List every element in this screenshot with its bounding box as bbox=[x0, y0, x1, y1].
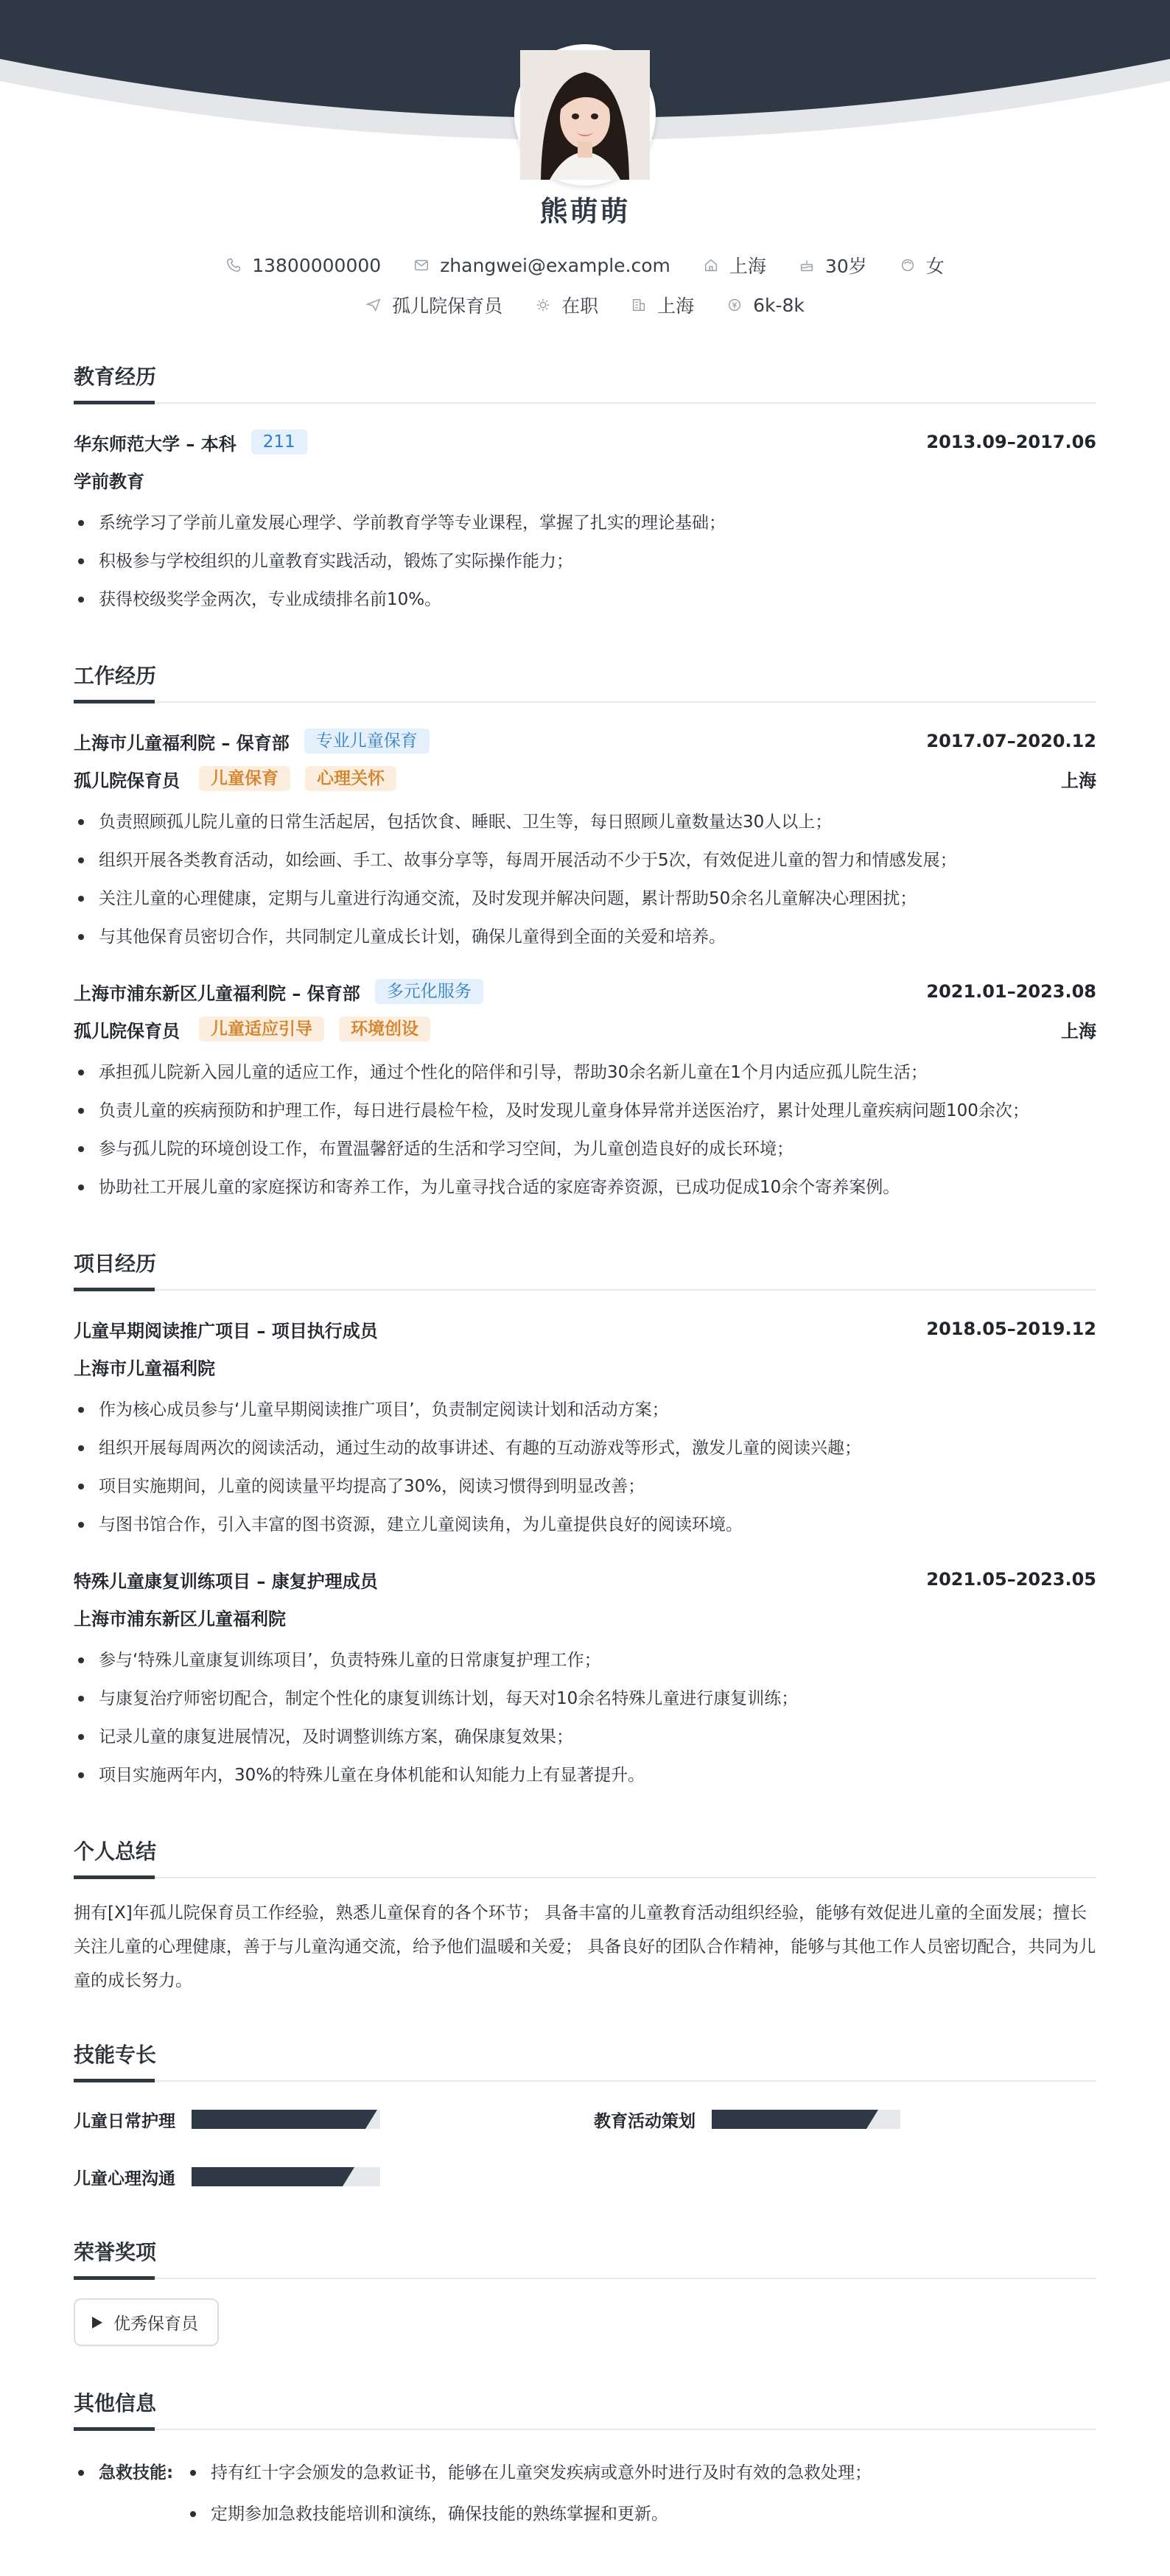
entry-date: 2018.05–2019.12 bbox=[926, 1319, 1096, 1339]
skill-bar bbox=[712, 2110, 900, 2129]
list-item: 参与‘特殊儿童康复训练项目’，负责特殊儿童的日常康复护理工作； bbox=[74, 1641, 1096, 1680]
list-item: 组织开展每周两次的阅读活动，通过生动的故事讲述、有趣的互动游戏等形式，激发儿童的阅读兴趣； bbox=[74, 1429, 1096, 1467]
status-text: 在职 bbox=[561, 295, 599, 317]
position-name: 孤儿院保育员 bbox=[74, 1020, 180, 1042]
list-item: 项目实施两年内，30%的特殊儿童在身体机能和认知能力上有显著提升。 bbox=[74, 1756, 1096, 1794]
avatar-photo bbox=[520, 50, 650, 180]
city-item bbox=[703, 252, 766, 278]
school-name: 华东师范大学 – 本科 bbox=[74, 433, 237, 455]
award-badge bbox=[74, 2298, 219, 2346]
email-text: zhangwei@example.com bbox=[440, 254, 670, 276]
section-title: 其他信息 bbox=[74, 2387, 1096, 2430]
bullet-list bbox=[74, 803, 1096, 956]
other-item bbox=[74, 2452, 1096, 2535]
list-item: 积极参与学校组织的儿童教育实践活动，锻炼了实际操作能力； bbox=[74, 542, 1096, 580]
job-item bbox=[365, 292, 502, 318]
work-section bbox=[74, 660, 1096, 1207]
list-item: 与康复治疗师密切配合，制定个性化的康复训练计划，每天对10余名特殊儿童进行康复训练； bbox=[74, 1680, 1096, 1718]
age-item bbox=[799, 252, 867, 278]
home-icon bbox=[703, 257, 719, 273]
entry-date: 2017.07–2020.12 bbox=[926, 731, 1096, 751]
projects-section bbox=[74, 1248, 1096, 1794]
bullet-list bbox=[74, 1053, 1096, 1207]
mail-icon bbox=[413, 257, 430, 273]
skills-grid bbox=[74, 2101, 1096, 2195]
company-name: 上海市儿童福利院 – 保育部 bbox=[74, 732, 290, 754]
bullet-list bbox=[74, 1641, 1096, 1794]
school-tag: 211 bbox=[251, 429, 307, 455]
skill-name: 儿童日常护理 bbox=[74, 2111, 175, 2131]
send-icon bbox=[365, 297, 382, 313]
list-item: 项目实施期间，儿童的阅读量平均提高了30%，阅读习惯得到明显改善； bbox=[74, 1467, 1096, 1506]
skills-section bbox=[74, 2039, 1096, 2195]
company-name: 上海市浦东新区儿童福利院 – 保育部 bbox=[74, 983, 360, 1004]
section-title: 荣誉奖项 bbox=[74, 2236, 1096, 2279]
job-text: 孤儿院保育员 bbox=[392, 295, 503, 317]
project-name: 特殊儿童康复训练项目 – 康复护理成员 bbox=[74, 1570, 378, 1592]
skill-bar bbox=[192, 2110, 380, 2129]
project-org: 上海市浦东新区儿童福利院 bbox=[74, 1608, 286, 1629]
summary-section bbox=[74, 1836, 1096, 1998]
skill-tag: 环境创设 bbox=[339, 1017, 430, 1042]
section-title: 个人总结 bbox=[74, 1836, 1096, 1878]
list-item: 承担孤儿院新入园儿童的适应工作，通过个性化的陪伴和引导，帮助30余名新儿童在1个月内适应孤儿院生活； bbox=[74, 1053, 1096, 1092]
work-entry bbox=[74, 725, 1096, 956]
position-name: 孤儿院保育员 bbox=[74, 770, 180, 791]
list-item: 负责照顾孤儿院儿童的日常生活起居，包括饮食、睡眠、卫生等，每日照顾儿童数量达30人以上； bbox=[74, 803, 1096, 841]
play-triangle-icon bbox=[91, 2316, 103, 2329]
contact-info-row bbox=[0, 252, 1170, 278]
list-item: 协助社工开展儿童的家庭探访和寄养工作，为儿童寻找合适的家庭寄养资源，已成功促成10余个寄养案例。 bbox=[74, 1168, 1096, 1207]
major-name: 学前教育 bbox=[74, 471, 144, 492]
building-icon bbox=[631, 297, 647, 313]
work-city-item bbox=[631, 292, 694, 318]
salary-text: 6k-8k bbox=[753, 294, 805, 316]
section-title: 教育经历 bbox=[74, 361, 1096, 404]
location: 上海 bbox=[1061, 1020, 1096, 1042]
project-org: 上海市儿童福利院 bbox=[74, 1358, 215, 1379]
work-entry bbox=[74, 975, 1096, 1207]
cake-icon bbox=[799, 257, 815, 273]
avatar bbox=[514, 44, 656, 186]
list-item: 作为核心成员参与‘儿童早期阅读推广项目’，负责制定阅读计划和活动方案； bbox=[74, 1391, 1096, 1429]
entry-date: 2021.05–2023.05 bbox=[926, 1569, 1096, 1590]
list-item: 定期参加急救技能培训和演练，确保技能的熟练掌握和更新。 bbox=[184, 2493, 872, 2535]
award-name: 优秀保育员 bbox=[113, 2314, 198, 2334]
skill-item bbox=[74, 2158, 594, 2195]
list-item: 获得校级奖学金两次，专业成绩排名前10%。 bbox=[74, 580, 1096, 619]
entry-date: 2013.09–2017.06 bbox=[926, 432, 1096, 452]
list-item: 记录儿童的康复进展情况，及时调整训练方案，确保康复效果； bbox=[74, 1718, 1096, 1756]
list-item: 关注儿童的心理健康，定期与儿童进行沟通交流，及时发现并解决问题，累计帮助50余名儿童解决心理困扰； bbox=[74, 880, 1096, 918]
skill-tag: 心理关怀 bbox=[305, 766, 396, 791]
status-icon bbox=[535, 297, 551, 313]
work-city-text: 上海 bbox=[657, 295, 695, 317]
entry-date: 2021.01–2023.08 bbox=[926, 981, 1096, 1002]
list-item: 与其他保育员密切合作，共同制定儿童成长计划，确保儿童得到全面的关爱和培养。 bbox=[74, 918, 1096, 956]
other-list bbox=[184, 2452, 872, 2535]
list-item: 参与孤儿院的环境创设工作，布置温馨舒适的生活和学习空间，为儿童创造良好的成长环境； bbox=[74, 1130, 1096, 1168]
awards-section bbox=[74, 2236, 1096, 2346]
money-icon bbox=[726, 297, 743, 313]
phone-text: 13800000000 bbox=[252, 254, 382, 276]
project-name: 儿童早期阅读推广项目 – 项目执行成员 bbox=[74, 1320, 378, 1341]
skill-item bbox=[594, 2101, 1096, 2138]
education-entry bbox=[74, 426, 1096, 619]
gender-item bbox=[900, 252, 945, 278]
list-item: 持有红十字会颁发的急救证书，能够在儿童突发疾病或意外时进行及时有效的急救处理； bbox=[184, 2452, 872, 2493]
skill-bar-fill bbox=[712, 2110, 866, 2129]
project-entry bbox=[74, 1563, 1096, 1794]
skill-bar bbox=[192, 2167, 380, 2186]
phone-item bbox=[225, 255, 381, 276]
salary-item bbox=[726, 295, 805, 316]
bullet-list bbox=[74, 1391, 1096, 1544]
other-label: 急救技能: bbox=[74, 2452, 184, 2535]
skill-name: 教育活动策划 bbox=[594, 2111, 696, 2131]
city-text: 上海 bbox=[729, 256, 766, 277]
list-item: 组织开展各类教育活动，如绘画、手工、故事分享等，每周开展活动不少于5次，有效促进儿童的智力和情感发展； bbox=[74, 841, 1096, 880]
section-title: 工作经历 bbox=[74, 660, 1096, 703]
candidate-name: 熊萌萌 bbox=[539, 195, 631, 228]
skill-item bbox=[74, 2101, 594, 2138]
section-title: 项目经历 bbox=[74, 1248, 1096, 1291]
job-info-row bbox=[0, 292, 1170, 318]
section-title: 技能专长 bbox=[74, 2039, 1096, 2082]
project-entry bbox=[74, 1313, 1096, 1544]
age-text: 30岁 bbox=[824, 256, 867, 277]
company-tag: 专业儿童保育 bbox=[304, 729, 430, 754]
summary-text: 拥有[X]年孤儿院保育员工作经验，熟悉儿童保育的各个环节； 具备丰富的儿童教育活动组织经验，能够有效促进儿童的全面发展；擅长关注儿童的心理健康，善于与儿童沟通交流，给予他们温暖和关爱； 具备良好的团队合作精神，能够与其他工作人员密切配合，共同为儿童的成长努力。 bbox=[74, 1903, 1096, 1990]
skill-bar-fill bbox=[192, 2110, 365, 2129]
skill-name: 儿童心理沟通 bbox=[74, 2169, 175, 2189]
email-item bbox=[413, 255, 670, 276]
phone-icon bbox=[225, 257, 242, 273]
company-tag: 多元化服务 bbox=[375, 979, 483, 1004]
status-item bbox=[535, 292, 598, 318]
gender-icon bbox=[900, 257, 916, 273]
list-item: 负责儿童的疾病预防和护理工作，每日进行晨检午检，及时发现儿童身体异常并送医治疗，累计处理儿童疾病问题100余次； bbox=[74, 1092, 1096, 1130]
bullet-list bbox=[74, 504, 1096, 619]
location: 上海 bbox=[1061, 770, 1096, 791]
gender-text: 女 bbox=[925, 256, 945, 277]
list-item: 与图书馆合作，引入丰富的图书资源，建立儿童阅读角，为儿童提供良好的阅读环境。 bbox=[74, 1506, 1096, 1544]
list-item: 系统学习了学前儿童发展心理学、学前教育学等专业课程，掌握了扎实的理论基础； bbox=[74, 504, 1096, 542]
skill-tag: 儿童适应引导 bbox=[199, 1017, 324, 1042]
skill-bar-fill bbox=[192, 2167, 343, 2186]
resume-content bbox=[74, 361, 1096, 2576]
education-section bbox=[74, 361, 1096, 619]
other-section bbox=[74, 2387, 1096, 2535]
skill-tag: 儿童保育 bbox=[199, 766, 290, 791]
